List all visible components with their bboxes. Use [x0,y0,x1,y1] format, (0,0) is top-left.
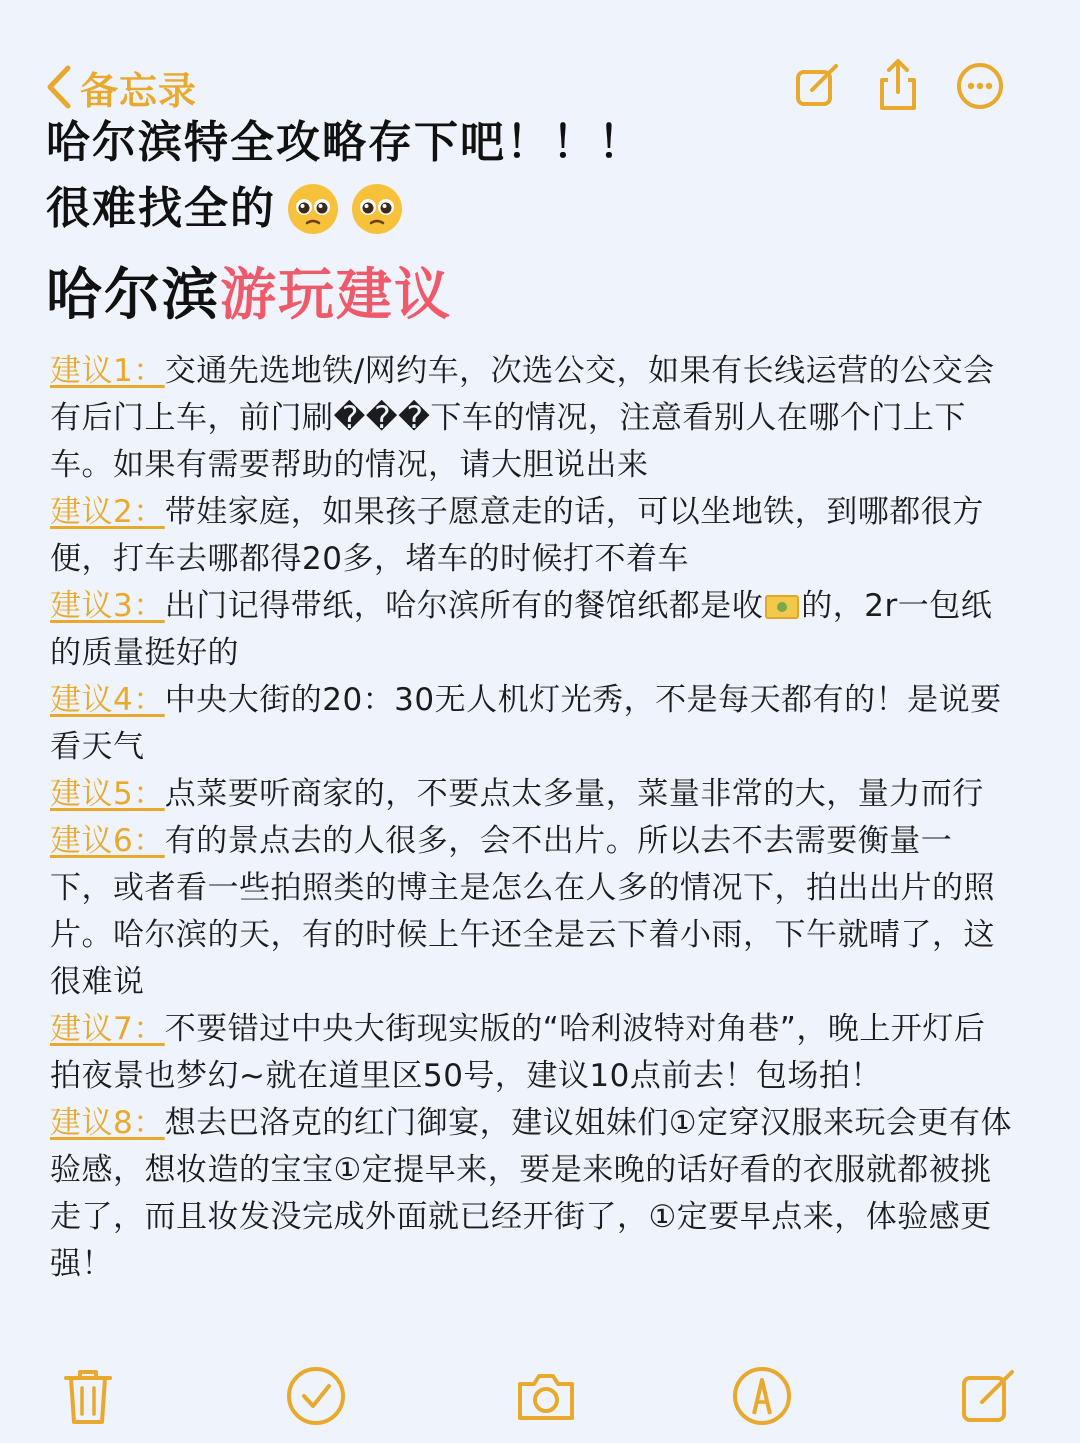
tip-7 [50,1006,1014,1100]
checklist-icon[interactable] [284,1364,348,1428]
note-title [46,110,1046,242]
tip-label: 建议7： [50,1011,165,1047]
tip-3 [50,583,1014,677]
tip-8 [50,1100,1014,1288]
note-body[interactable] [50,348,1014,1288]
compose-icon[interactable] [786,56,846,116]
compose-icon[interactable] [956,1364,1020,1428]
tip-text: 点菜要听商家的，不要点太多量，菜量非常的大，量力而行 [164,776,984,812]
tip-text: 想去巴洛克的红门御宴，建议姐妹们①定穿汉服来玩会更有体验感，想妆造的宝宝①定提早来，要是来晚的话好看的衣服就都被挑走了，而且妆发没完成外面就已经开街了，①定要早点来，体验感更强！ [50,1105,1013,1282]
more-icon[interactable] [950,56,1010,116]
tip-1 [50,348,1014,489]
title-line-2 [46,176,1046,242]
tip-text: 带娃家庭，如果孩子愿意走的话，可以坐地铁，到哪都很方便，打车去哪都得20多，堵车的时候打不着车 [50,494,984,577]
tip-label: 建议4： [50,682,165,718]
tip-label: 建议5： [50,776,165,812]
tip-label: 建议8： [50,1105,165,1141]
back-button[interactable] [44,60,197,114]
chevron-left-icon [44,64,74,110]
tip-text: 交通先选地铁/网约车，次选公交，如果有长线运营的公交会有后门上车，前门刷���下车的情况，注意看别人在哪个门上下车。如果有需要帮助的情况，请大胆说出来 [50,353,995,483]
title-line-2-text: 很难找全的 [46,183,276,234]
heading-plain: 哈尔滨 [46,263,220,328]
tip-text: 有的景点去的人很多，会不出片。所以去不去需要衡量一下，或者看一些拍照类的博主是怎么在人多的情况下，拍出出片的照片。哈尔滨的天，有的时候上午还全是云下着小雨，下午就晴了，这很难说 [50,823,995,1000]
markup-icon[interactable] [730,1364,794,1428]
section-heading [46,258,452,334]
money-icon [765,595,799,619]
camera-icon[interactable] [514,1364,578,1428]
tip-2 [50,489,1014,583]
bottom-toolbar [0,1360,1080,1440]
tip-label: 建议2： [50,494,165,530]
pleading-face-icon [350,182,404,236]
tip-text: 的，2r一包纸的质量挺好的 [50,588,993,671]
tip-text: 出门记得带纸，哈尔滨所有的餐馆纸都是收 [164,588,764,624]
tip-6 [50,818,1014,1006]
tip-label: 建议3： [50,588,165,624]
tip-5 [50,771,1014,818]
tip-label: 建议1： [50,353,165,389]
tip-text: 中央大街的20：30无人机灯光秀，不是每天都有的！是说要看天气 [50,682,1002,765]
tip-text: 不要错过中央大街现实版的“哈利波特对角巷”，晚上开灯后拍夜景也梦幻~就在道里区50号，建议10点前去！包场拍！ [50,1011,986,1094]
title-line-1: 哈尔滨特全攻略存下吧！！！ [46,117,644,168]
tip-4 [50,677,1014,771]
pleading-face-icon [286,182,340,236]
tip-label: 建议6： [50,823,165,859]
heading-accent: 游玩建议 [220,263,452,328]
back-label: 备忘录 [80,68,198,113]
share-icon[interactable] [868,56,928,116]
trash-icon[interactable] [56,1364,120,1428]
